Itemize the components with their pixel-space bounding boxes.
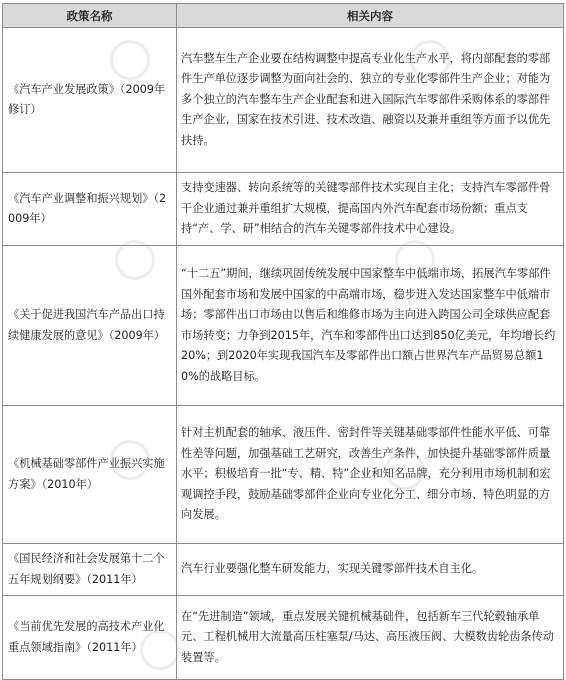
policy-content-cell: 汽车整车生产企业要在结构调整中提高专业化生产水平，将内部配套的零部件生产单位逐步调整为面向社会的、独立的专业化零部件生产企业；对能为多个独立的汽车整车生产企业配套和进入国际汽车零部件采购体系的零部件生产企业，国家在技术引进、技术改造、融资以及兼并重组等方面予以优先扶持。 xyxy=(177,28,564,173)
header-related-content: 相关内容 xyxy=(177,4,564,28)
policy-name-cell: 《机械基础零部件产业振兴实施方案》（2010年） xyxy=(3,406,177,544)
policy-content-cell: 汽车行业要强化整车研发能力，实现关键零部件技术自主化。 xyxy=(177,544,564,596)
policy-content-cell: 针对主机配套的轴承、液压件、密封件等关键基础零部件性能水平低、可靠性差等问题，加强基础工艺研究，改善生产条件，加快提升基础零部件质量水平；积极培育一批“专、精、特”企业和知名品牌，充分利用市场机制和宏观调控手段，鼓励基础零部件企业向专业化分工、细分市场、特色明显的方向发展。 xyxy=(177,406,564,544)
table-row xyxy=(3,28,564,173)
policy-content-cell: “十二五”期间，继续巩固传统发展中国家整车中低端市场，拓展汽车零部件国外配套市场和发展中国家的中高端市场，稳步进入发达国家整车中低端市场；零部件出口市场由以售后和维修市场为主向进入跨国公司全球供应配套市场转变；力争到2015年，汽车和零部件出口达到850亿美元，年均增长约20%；到2020年实现我国汽车及零部件出口额占世界汽车产品贸易总额10%的战略目标。 xyxy=(177,246,564,406)
policy-table xyxy=(2,3,564,680)
header-policy-name: 政策名称 xyxy=(3,4,177,28)
table-row xyxy=(3,544,564,596)
policy-name-cell: 《当前优先发展的高技术产业化重点领域指南》（2011年） xyxy=(3,596,177,680)
table-row xyxy=(3,173,564,246)
policy-name-cell: 《汽车产业调整和振兴规划》（2009年） xyxy=(3,173,177,246)
table-row xyxy=(3,596,564,680)
policy-content-cell: 支持变速器、转向系统等的关键零部件技术实现自主化；支持汽车零部件骨干企业通过兼并重组扩大规模，提高国内外汽车配套市场份额；重点支持“产、学、研”相结合的汽车关键零部件技术中心建设。 xyxy=(177,173,564,246)
policy-name-cell: 《国民经济和社会发展第十二个五年规划纲要》（2011年） xyxy=(3,544,177,596)
policy-content-cell: 在“先进制造”领域，重点发展关键机械基础件，包括新车三代轮毂轴承单元、工程机械用大流量高压柱塞泵/马达、高压液压阀、大模数齿轮齿条传动装置等。 xyxy=(177,596,564,680)
table-row xyxy=(3,406,564,544)
table-row xyxy=(3,246,564,406)
policy-name-cell: 《关于促进我国汽车产品出口持续健康发展的意见》（2009年） xyxy=(3,246,177,406)
policy-name-cell: 《汽车产业发展政策》（2009年修订） xyxy=(3,28,177,173)
table-header-row xyxy=(3,4,564,28)
